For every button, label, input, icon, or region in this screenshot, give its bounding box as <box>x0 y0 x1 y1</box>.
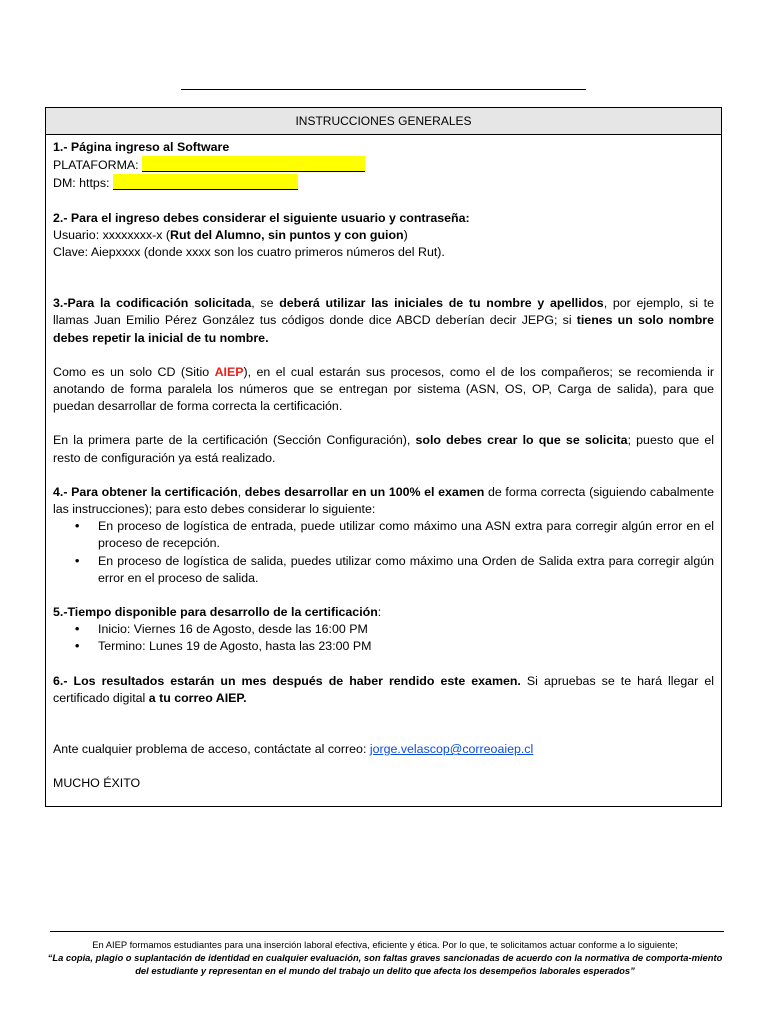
section-3-paragraph-2 <box>53 364 714 416</box>
dm-line <box>53 174 714 192</box>
box-title: INSTRUCCIONES GENERALES <box>46 108 721 135</box>
usuario-bold: Rut del Alumno, sin puntos y con guion <box>170 227 404 242</box>
s3-bold-1: 3.-Para la codificación solicitada <box>53 296 252 311</box>
s3p3-text-2: ; puesto que el resto de configuración ya está realizado. <box>53 433 714 465</box>
section-4-list <box>53 518 714 587</box>
s6-text-1: Si apruebas se te hará llegar el certificado digital <box>53 673 714 705</box>
s4-text-2: de forma correcta (siguiendo cabalmente las instrucciones); para esto debes considerar lo siguiente: <box>53 484 714 517</box>
aiep-highlight: AIEP <box>214 364 244 379</box>
list-item: • Inicio: Viernes 16 de Agosto, desde las 16:00 PM <box>53 621 714 638</box>
s6-bold-1: 6.- Los resultados estarán un mes después de haber rendido este examen. <box>53 673 521 688</box>
s3-text-2: , por ejemplo, si te llamas Juan Emilio Pérez González tus códigos donde dice ABCD deberían decir JEPG; si <box>53 296 715 328</box>
contact-text: Ante cualquier problema de acceso, contáctate al correo: <box>53 742 370 757</box>
list-item: • Termino: Lunes 19 de Agosto, hasta las 23:00 PM <box>53 638 714 655</box>
footer-divider <box>50 931 724 932</box>
s3p3-bold: solo debes crear lo que se solicita <box>415 433 628 448</box>
footer-line-1: En AIEP formamos estudiantes para una inserción laboral efectiva, eficiente y ética. Por lo que, te solicitamos actuar conforme a lo siguiente; <box>92 939 678 950</box>
s3-text-1: , se <box>251 296 280 311</box>
s3-bold-2: deberá utilizar las iniciales de tu nombre y apellidos <box>279 296 604 311</box>
dm-field[interactable] <box>113 174 298 190</box>
s3p2-text-2: ), en el cual estarán sus procesos, como el de los compañeros; se recomienda ir anotando de forma paralela los números que se entregan por sistema (ASN, OS, OP, Carga de salida), para que puedan desarrollar de forma correcta la certificación. <box>53 364 714 414</box>
section-3-paragraph-3 <box>53 432 714 466</box>
section-6-paragraph <box>53 673 714 707</box>
signature-line <box>181 89 586 90</box>
clave-line: Clave: Aiepxxxx (donde xxxx son los cuatro primeros números del Rut). <box>53 245 445 260</box>
usuario-prefix: Usuario: xxxxxxxx-x ( <box>53 227 171 242</box>
instructions-box <box>45 107 722 807</box>
usuario-line <box>53 227 714 244</box>
footer-quote: “La copia, plagio o suplantación de identidad en cualquier evaluación, son faltas graves sancionadas de acuerdo con la normativa de comporta-miento del estudiante y representan en el mundo del trabajo un delito que afecta los desempeños laborales esperados” <box>47 952 723 976</box>
closing-text: MUCHO ÉXITO <box>53 776 141 791</box>
section-5-title <box>53 604 714 621</box>
plataforma-field[interactable] <box>142 156 365 172</box>
list-item: • En proceso de logística de entrada, puede utilizar como máximo una ASN extra para corregir algún error en el proceso de recepción. <box>53 518 714 552</box>
section-3-paragraph-1 <box>53 295 714 347</box>
section-4-paragraph <box>53 484 714 518</box>
list-item: • En proceso de logística de salida, puedes utilizar como máximo una Orden de Salida extra para corregir algún error en el proceso de salida. <box>53 553 714 587</box>
s4-text-1: , <box>237 484 245 499</box>
s3-bold-3: tienes un solo nombre debes repetir la inicial de tu nombre. <box>53 313 714 345</box>
contact-email-link[interactable]: jorge.velascop@correoaiep.cl <box>369 742 534 757</box>
s3p3-text-1: En la primera parte de la certificación (Sección Configuración), <box>53 433 416 448</box>
plataforma-line <box>53 156 714 174</box>
footer <box>40 938 730 977</box>
usuario-suffix: ) <box>403 227 408 242</box>
s3p2-text-1: Como es un solo CD (Sitio <box>53 364 215 379</box>
s5-colon: : <box>377 605 382 620</box>
dm-label: DM: https: <box>53 176 110 191</box>
section-5-list <box>53 621 714 655</box>
s5-title-text: 5.-Tiempo disponible para desarrollo de la certificación <box>53 605 378 620</box>
s6-bold-2: a tu correo AIEP. <box>148 690 247 705</box>
plataforma-label: PLATAFORMA: <box>53 158 139 173</box>
s4-bold-2: debes desarrollar en un 100% el examen <box>244 484 485 499</box>
section-1-title: 1.- Página ingreso al Software <box>53 140 230 154</box>
contact-line <box>53 741 714 758</box>
s4-bold-1: 4.- Para obtener la certificación <box>53 484 238 499</box>
section-2-title: 2.- Para el ingreso debes considerar el siguiente usuario y contraseña: <box>53 210 470 225</box>
instructions-content <box>46 135 721 792</box>
